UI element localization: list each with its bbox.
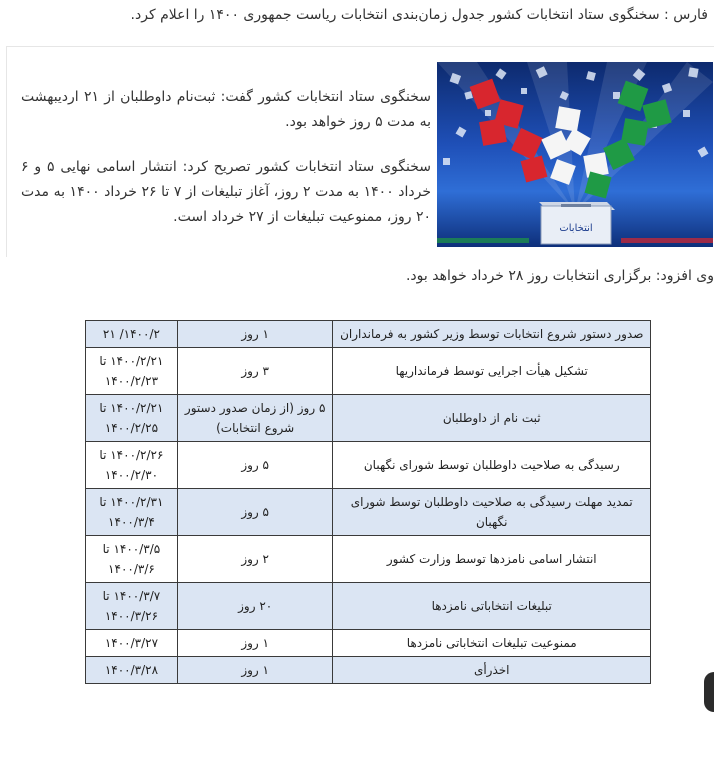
quote-paragraph: سخنگوی ستاد انتخابات کشور تصریح کرد: انتشار اسامی نهایی ۵ و ۶ خرداد ۱۴۰۰ به مدت ۲ روز، آغاز تبلیغات از ۷ تا ۲۶ خرداد ۱۴۰۰ به مدت ۲۰ روز، ممنوعیت تبلیغات از ۲۷ خرداد است. [21,159,432,225]
date-cell: ۱۴۰۰/۲/۲۶ تا ۱۴۰۰/۲/۳۰ [86,442,178,489]
table-row [86,536,651,583]
table-row [86,489,651,536]
duration-cell: ۱ روز [177,630,333,657]
duration-cell: ۳ روز [177,348,333,395]
scroll-handle[interactable] [704,672,714,712]
table-row [86,657,651,684]
table-row [86,583,651,630]
duration-cell: ۱ روز [177,657,333,684]
table-row [86,321,651,348]
date-cell: ۱۴۰۰/۳/۷ تا ۱۴۰۰/۳/۲۶ [86,583,178,630]
duration-cell: ۵ روز [177,442,333,489]
event-cell: تبلیغات انتخاباتی نامزدها [333,583,651,630]
event-cell: اخذرأی [333,657,651,684]
lead-paragraph: فارس : سخنگوی ستاد انتخابات کشور جدول زمان‌بندی انتخابات ریاست جمهوری ۱۴۰۰ را اعلام کرد. [130,7,708,23]
election-schedule-table [85,320,651,684]
continuation-paragraph: وی افزود: برگزاری انتخابات روز ۲۸ خرداد خواهد بود. [405,268,714,284]
duration-cell: ۲ روز [177,536,333,583]
quote-paragraph: سخنگوی ستاد انتخابات کشور گفت: ثبت‌نام داوطلبان از ۲۱ اردیبهشت به مدت ۵ روز خواهد بود. [21,89,431,130]
date-cell: ۱۴۰۰/۲/ ۲۱ [86,321,178,348]
table-row [86,395,651,442]
event-cell: ثبت نام از داوطلبان [333,395,651,442]
date-cell: ۱۴۰۰/۳/۲۸ [86,657,178,684]
article-card [6,46,714,257]
election-image [437,62,713,247]
event-cell: تمدید مهلت رسیدگی به صلاحیت داوطلبان توسط شورای نگهبان [333,489,651,536]
event-cell: صدور دستور شروع انتخابات توسط وزیر کشور به فرمانداران [333,321,651,348]
duration-cell: ۵ روز [177,489,333,536]
event-cell: تشکیل هیأت اجرایی توسط فرمانداریها [333,348,651,395]
date-cell: ۱۴۰۰/۳/۵ تا ۱۴۰۰/۳/۶ [86,536,178,583]
date-cell: ۱۴۰۰/۲/۳۱ تا ۱۴۰۰/۳/۴ [86,489,178,536]
duration-cell: ۱ روز [177,321,333,348]
event-cell: ممنوعیت تبلیغات انتخاباتی نامزدها [333,630,651,657]
duration-cell: ۲۰ روز [177,583,333,630]
event-cell: انتشار اسامی نامزدها توسط وزارت کشور [333,536,651,583]
event-cell: رسیدگی به صلاحیت داوطلبان توسط شورای نگهبان [333,442,651,489]
table-row [86,442,651,489]
table-row [86,348,651,395]
date-cell: ۱۴۰۰/۳/۲۷ [86,630,178,657]
ballot-box-label: انتخابات [559,223,593,234]
date-cell: ۱۴۰۰/۲/۲۱ تا ۱۴۰۰/۲/۲۳ [86,348,178,395]
quotes-block [21,85,431,250]
date-cell: ۱۴۰۰/۲/۲۱ تا ۱۴۰۰/۲/۲۵ [86,395,178,442]
duration-cell: ۵ روز (از زمان صدور دستور شروع انتخابات) [177,395,333,442]
table-row [86,630,651,657]
